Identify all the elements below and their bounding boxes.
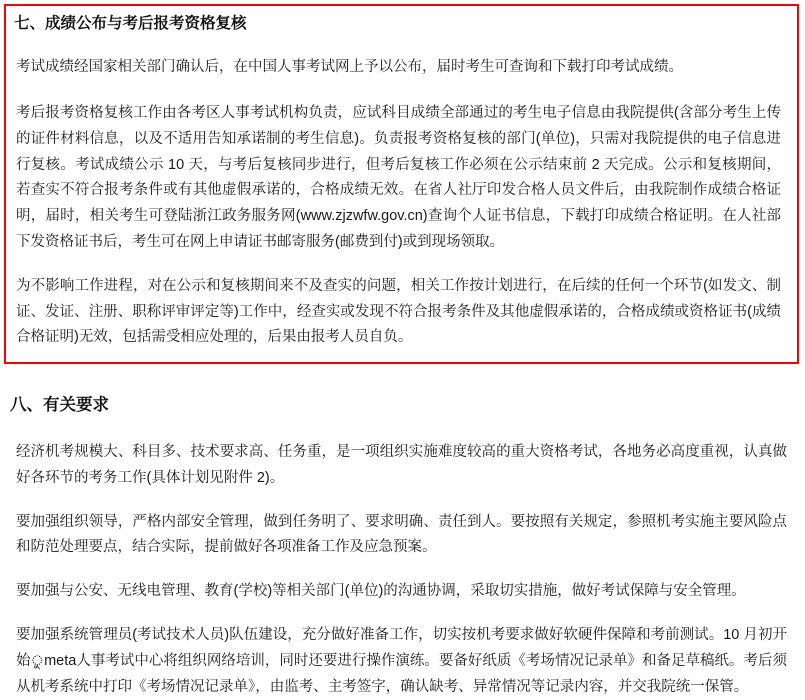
section-8-paragraph-1: 经济机考规模大、科目多、技术要求高、任务重，是一项组织实施难度较高的重大资格考试，各地务必高度重视，认真做好各环节的考务工作(具体计划见附件 2)。 xyxy=(16,443,787,486)
section-7 xyxy=(8,0,797,351)
section-8 xyxy=(8,351,797,700)
section-8-heading: 八、有关要求 xyxy=(10,396,109,415)
section-7-paragraph-3: 为不影响工作进程，对在公示和复核期间来不及查实的问题，相关工作按计划进行，在后续的任何一个环节(如发文、制证、发证、注册、职称评审评定等)工作中，经查实或发现不符合报考条件及其他虚假承诺的，合格成绩或资格证书(成绩合格证明)无效，包括需受相应处理的，后果由报考人员自负。 xyxy=(16,277,781,346)
section-7-paragraph-1: 考试成绩经国家相关部门确认后，在中国人事考试网上予以公布，届时考生可查询和下载打印考试成绩。 xyxy=(16,59,683,76)
section-8-paragraph-4: 要加强系统管理员(考试技术人员)队伍建设，充分做好准备工作，切实按机考要求做好软硬件保障和考前测试。10 月初开始ুmeta人事考试中心将组织网络培训，同时还要进行操作演练。要备好纸质《考场情况记录单》和备足草稿纸。考后须从机考系统中打印《考场情况记录单》，由监考、主考签字，确认缺考、异常情况等记录内容，并交我院统一保管。 xyxy=(16,626,787,695)
section-8-paragraph-2: 要加强组织领导，严格内部安全管理，做到任务明了、要求明确、责任到人。要按照有关规定，参照机考实施主要风险点和防范处理要点，结合实际，提前做好各项准备工作及应急预案。 xyxy=(16,513,787,556)
section-7-heading: 七、成绩公布与考后报考资格复核 xyxy=(14,15,247,32)
section-7-paragraph-2: 考后报考资格复核工作由各考区人事考试机构负责，应试科目成绩全部通过的考生电子信息由我院提供(含部分考生上传的证件材料信息，以及不适用告知承诺制的考生信息)。负责报考资格复核的部门(单位)，只需对我院提供的电子信息进行复核。考试成绩公示 10 天，与考后复核同步进行，但考后复核工作必须在公示结束前 2 天完成。公示和复核期间，若查实不符合报考条件或有其他虚假承诺的，合格成绩无效。在省人社厅印发合格人员文件后，由我院制作成绩合格证明，届时，相关考生可登陆浙江政务服务网(www.zjzwfw.gov.cn)查询个人证书信息，下载打印成绩合格证明。在人社部下发资格证书后，考生可在网上申请证书邮寄服务(邮费到付)或到现场领取。 xyxy=(16,104,781,250)
section-8-paragraph-3: 要加强与公安、无线电管理、教育(学校)等相关部门(单位)的沟通协调，采取切实措施，做好考试保障与安全管理。 xyxy=(16,583,746,600)
